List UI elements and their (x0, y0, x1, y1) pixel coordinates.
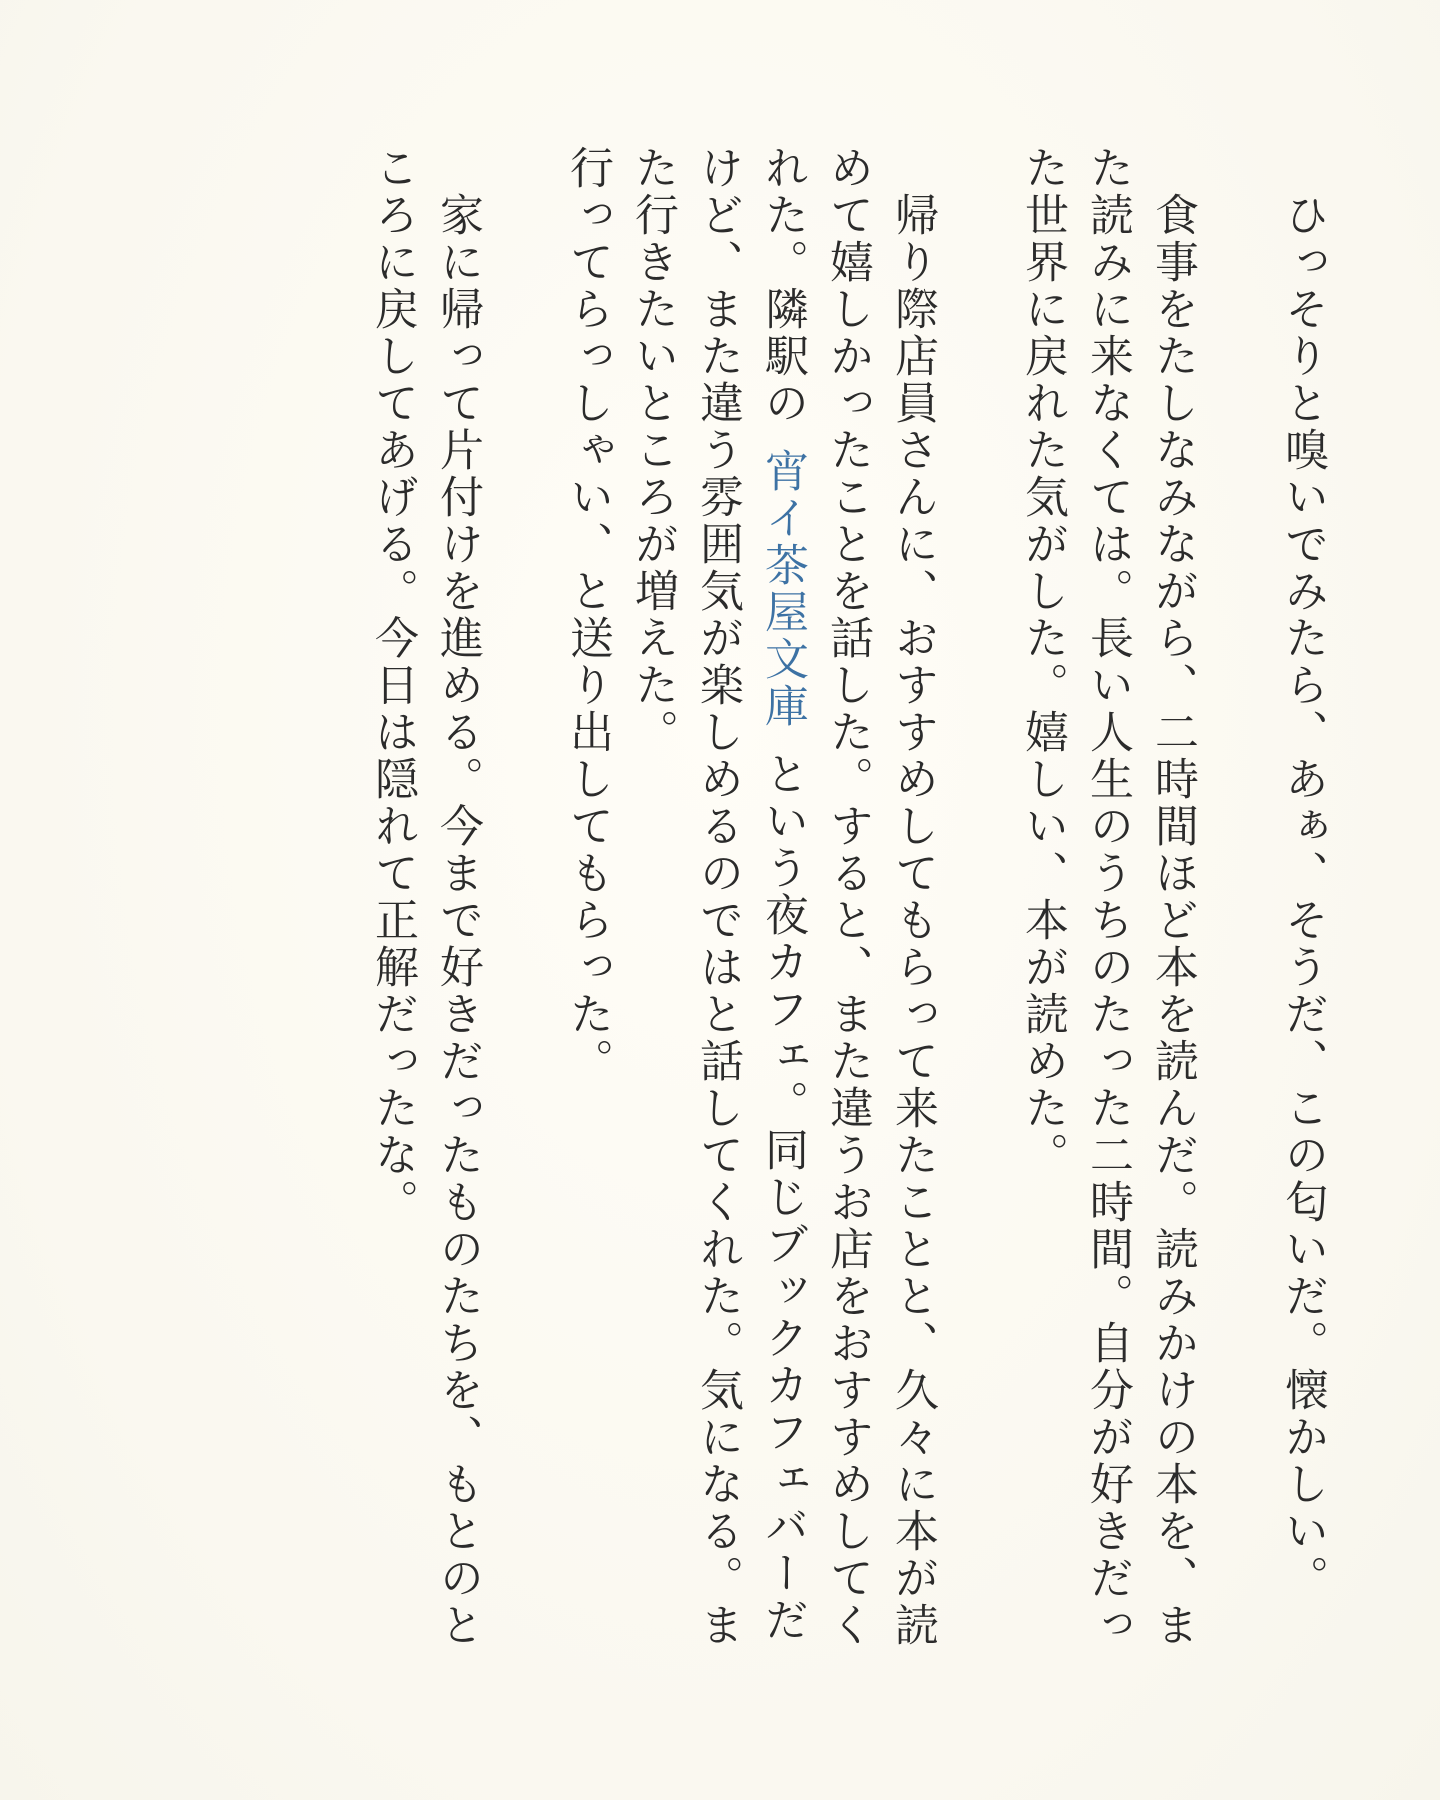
text-run: 家に帰って片付けを進める。今まで好きだったものたちを、もとのところに戻してあげる。今日は隠れて正解だったな。 (368, 145, 482, 1649)
paragraph (555, 145, 620, 1655)
text-run: という夜カフェ。同じブックカフェバーだけど、また違う雰囲気が楽しめるのではと話してくれた。気になる。また行きたいところが増えた。 (628, 145, 807, 1649)
vertical-text-article (360, 145, 1335, 1655)
paragraph (1270, 145, 1335, 1655)
paragraph (360, 145, 490, 1655)
text-run: 食事をたしなみながら、二時間ほど本を読んだ。読みかけの本を、また読みに来なくては。長い人生のうちのたった二時間。自分が好きだった世界に戻れた気がした。嬉しい、本が読めた。 (1018, 145, 1197, 1649)
shop-link[interactable]: 宵イ茶屋文庫 (758, 448, 807, 730)
paragraph (620, 145, 945, 1655)
paragraph (1010, 145, 1205, 1655)
text-run: 帰り際店員さんに、おすすめしてもらって来たことと、久々に本が読めて嬉しかったことを話した。すると、また違うお店をおすすめしてくれた。隣駅の (758, 145, 937, 1649)
text-run: 行ってらっしゃい、と送り出してもらった。 (563, 145, 612, 1085)
text-run: ひっそりと嗅いでみたら、あぁ、そうだ、この匂いだ。懐かしい。 (1278, 192, 1327, 1602)
